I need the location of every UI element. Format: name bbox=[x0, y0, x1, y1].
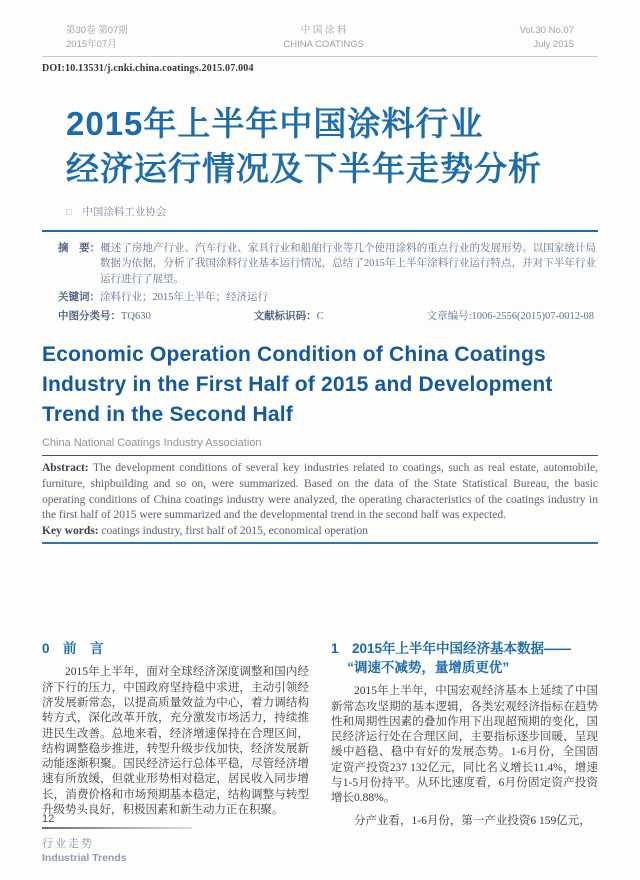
english-abstract-top-rule bbox=[42, 455, 598, 456]
title-cn-line2: 经济运行情况及下半年走势分析 bbox=[66, 150, 542, 188]
article-id-value: 1006-2556(2015)07-0012-08 bbox=[471, 310, 594, 322]
left-column bbox=[42, 640, 309, 828]
article-id-label: 文章编号: bbox=[426, 310, 472, 322]
body-columns bbox=[42, 640, 598, 828]
section-1-heading-line2: “调速不减势，量增质更优” bbox=[347, 660, 510, 676]
volume-issue-cn: 第30卷 第07期 bbox=[66, 25, 128, 36]
document-code bbox=[254, 309, 324, 325]
article-title-en: Economic Operation Condition of China Coatings Industry in the First Half of 2015 and Development Trend in the Second Half bbox=[42, 343, 553, 427]
document-code-value: C bbox=[316, 310, 324, 322]
abstract-paragraph-cn bbox=[58, 241, 596, 288]
title-cn-line1: 2015年上半年中国涂料行业 bbox=[66, 104, 484, 142]
page-number: 12 bbox=[42, 813, 55, 825]
author-name-cn: 中国涂料工业协会 bbox=[82, 205, 167, 218]
author-line-en: China National Coatings Industry Association bbox=[42, 437, 262, 450]
article-id bbox=[427, 309, 594, 325]
column-name-en: Industrial Trends bbox=[42, 852, 127, 864]
footer-divider bbox=[42, 827, 192, 829]
keywords-line-cn bbox=[58, 290, 596, 306]
header-divider bbox=[42, 56, 598, 57]
clc-number bbox=[58, 309, 151, 325]
date-en: July 2015 bbox=[533, 39, 574, 51]
abstract-label-en: Abstract: bbox=[42, 462, 89, 475]
english-abstract-bottom-rule bbox=[42, 542, 598, 544]
keywords-text-en: coatings industry, first half of 2015, economical operation bbox=[101, 524, 368, 537]
author-square-marker: □ bbox=[66, 206, 72, 217]
section-1-heading-line1: 1 2015年上半年中国经济基本数据—— bbox=[331, 641, 572, 657]
header-center bbox=[283, 24, 364, 53]
section-heading-0: 0 前 言 bbox=[42, 641, 104, 657]
abstract-text-cn: 概述了房地产行业、汽车行业、家具行业和船舶行业等几个使用涂料的重点行业的发展形势。以国家统计局数据为依据，分析了我国涂料行业基本运行情况，总结了2015年上半年涂料行业运行特点，并对下半年行业运行进行了展望。 bbox=[100, 242, 597, 286]
header-left bbox=[66, 24, 128, 53]
page-footer bbox=[42, 813, 192, 864]
volume-issue-en: Vol.30 No.07 bbox=[519, 25, 574, 36]
section-1-paragraph-1: 2015年上半年，中国宏观经济基本上延续了中国新常态攻坚期的基本逻辑，各类宏观经济指标在趋势性和周期性因素的叠加作用下出现超预期的变化，国民经济运行处在合理区间，主要指标逐步回暖，呈现缓中趋稳、稳中有好的发展态势。1-6月份，全国固定资产投资237 132亿元，同比名义增长11.4%，增速与1-5月份持平。从环比速度看，6月份固定资产投资增长0.88%。 bbox=[331, 685, 598, 805]
journal-name-en: CHINA COATINGS bbox=[283, 39, 364, 51]
author-line-cn bbox=[66, 204, 598, 219]
section-0-paragraph: 2015年上半年，面对全球经济深度调整和国内经济下行的压力，中国政府坚持稳中求进，主动引领经济发展新常态，以提高质量效益为中心，着力调结构转方式，深化改革开放，充分激发市场活力，持续推进民生改善。总地来看，经济增速保持在合理区间，结构调整稳步推进，转型升级步伐加快，经济发展新动能逐渐积聚。国民经济运行总体平稳，尽管经济增速有所放缓，但就业形势相对稳定，居民收入同步增长，消费价格和市场预期基本稳定，结构调整与转型升级势头良好，积极因素和新生动力正在积聚。 bbox=[42, 666, 309, 816]
abstract-text-en: The development conditions of several key industries related to coatings, such as real estate, automobile, furniture, shipbuilding and so on, were summarized. Based on the data of the State Statistical Bureau, the basic operating conditions of China coatings industry were analyzed, the operating characteristics of the coatings industry in the first half of 2015 were summarized and the developmental trend in the second half was expected. bbox=[42, 462, 598, 522]
article-title-cn bbox=[66, 101, 598, 192]
date-cn: 2015年07月 bbox=[66, 39, 117, 51]
document-code-label: 文献标识码： bbox=[253, 310, 317, 322]
column-name-cn: 行业走势 bbox=[42, 838, 94, 850]
journal-header bbox=[42, 24, 598, 53]
abstract-label-cn: 摘 要： bbox=[58, 242, 101, 254]
abstract-block-cn bbox=[42, 232, 598, 325]
journal-name-cn: 中 国 涂 料 bbox=[300, 25, 347, 36]
clc-label: 中图分类号： bbox=[58, 310, 121, 322]
keywords-line-en bbox=[42, 524, 598, 540]
keywords-label-en: Key words: bbox=[42, 524, 99, 537]
abstract-block-en bbox=[42, 461, 598, 539]
keywords-text-cn: 涂料行业；2015年上半年；经济运行 bbox=[100, 291, 268, 303]
doi-line: DOI:10.13531/j.cnki.china.coatings.2015.07.004 bbox=[42, 62, 254, 74]
section-heading-1 bbox=[331, 640, 598, 678]
header-right bbox=[520, 24, 574, 53]
classification-row bbox=[58, 309, 596, 325]
keywords-label-cn: 关键词： bbox=[58, 291, 100, 303]
right-column bbox=[331, 640, 598, 828]
abstract-paragraph-en bbox=[42, 461, 598, 524]
clc-value: TQ630 bbox=[121, 310, 151, 322]
section-1-paragraph-2: 分产业看，1-6月份，第一产业投资6 159亿元， bbox=[354, 814, 591, 827]
